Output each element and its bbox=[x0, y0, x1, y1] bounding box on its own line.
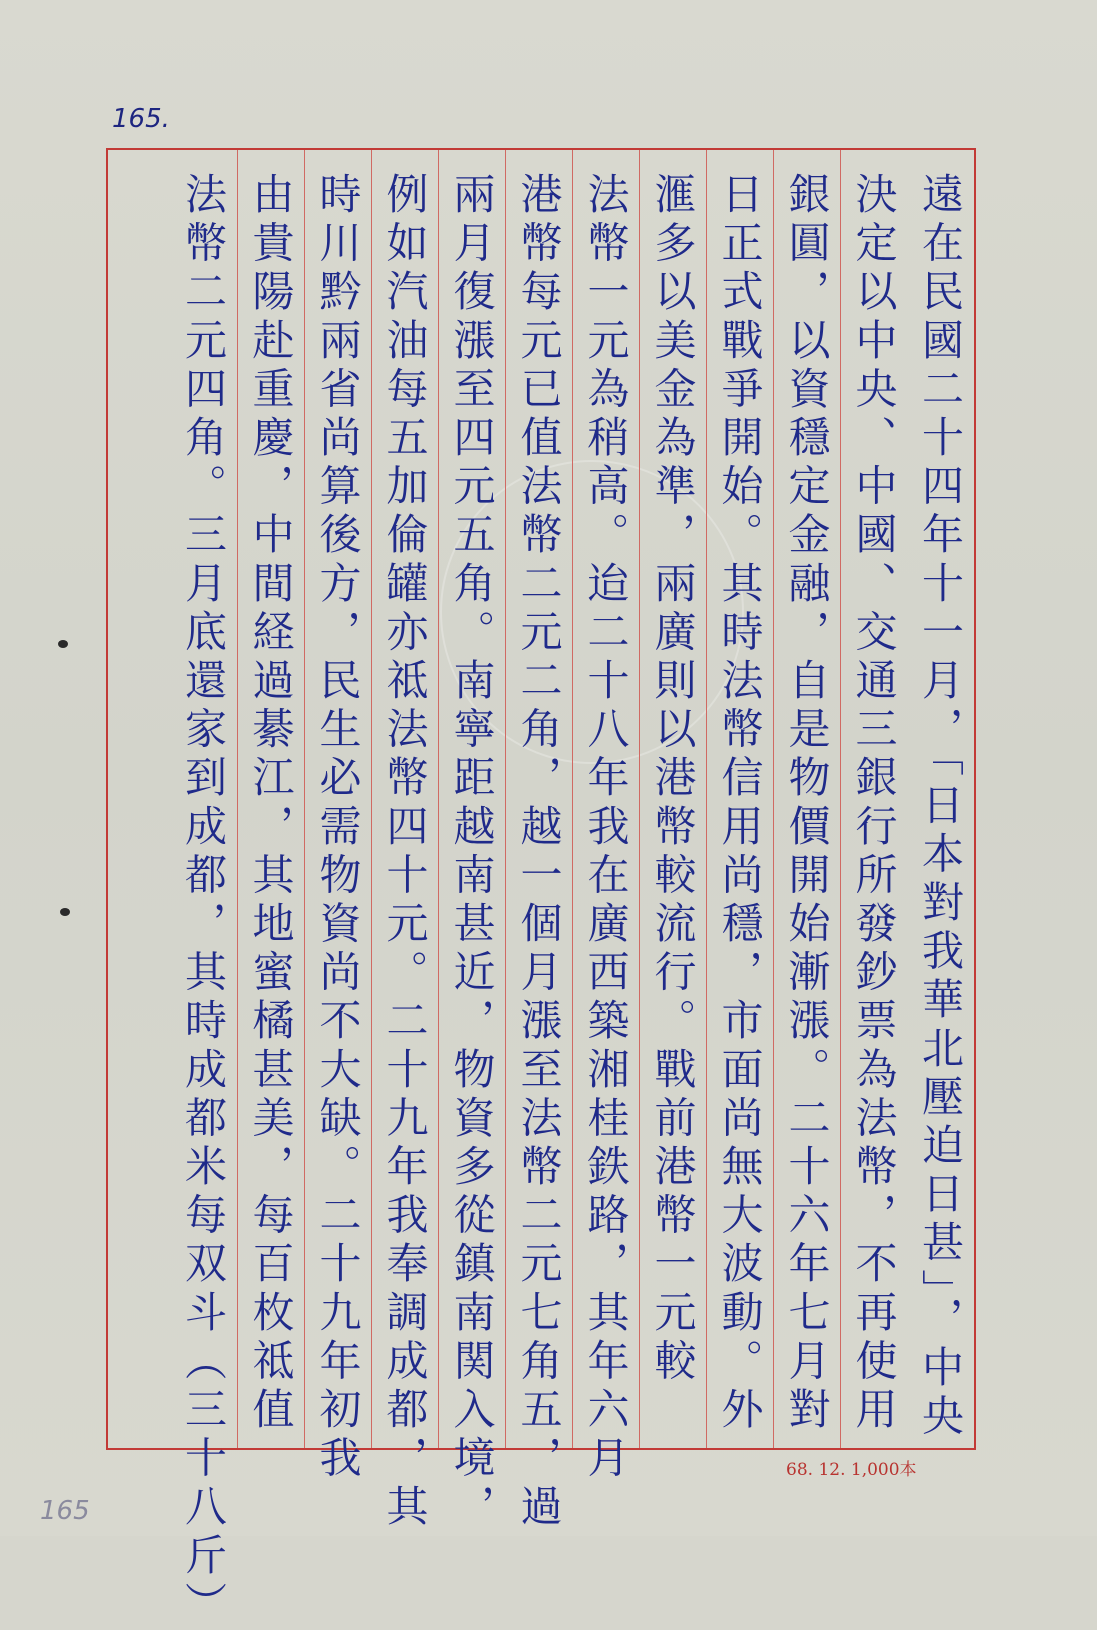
column-text: 例如汽油每五加倫罐亦祗法幣四十元。二十九年我奉調成都，其 bbox=[380, 172, 430, 1533]
column-text: 兩月復漲至四元五角。南寧距越南甚近，物資多從鎮南関入境， bbox=[447, 172, 497, 1533]
text-column bbox=[773, 150, 840, 1448]
column-text: 銀圓，以資穩定金融，自是物價開始漸漲。二十六年七月對 bbox=[782, 172, 832, 1436]
column-text: 時川黔兩省尚算後方，民生必需物資尚不大缺。二十九年初我 bbox=[313, 172, 363, 1485]
text-column bbox=[371, 150, 438, 1533]
punch-hole bbox=[60, 908, 70, 916]
column-text: 港幣每元已值法幣二元二角，越一個月漲至法幣二元七角五，過 bbox=[514, 172, 564, 1533]
text-column bbox=[505, 150, 572, 1533]
text-column bbox=[237, 150, 304, 1448]
text-column bbox=[438, 150, 505, 1533]
page-number-top: 165. bbox=[112, 104, 170, 134]
page-number-bottom: 165 bbox=[40, 1496, 90, 1526]
column-text: 由貴陽赴重慶，中間経過綦江，其地蜜橘甚美，每百枚祗值 bbox=[246, 172, 296, 1436]
column-text: 滙多以美金為準，兩廣則以港幣較流行。戰前港幣一元較 bbox=[648, 172, 698, 1387]
text-column bbox=[170, 150, 237, 1630]
text-column bbox=[304, 150, 371, 1485]
column-text: 決定以中央、中國、交通三銀行所發鈔票為法幣，不再使用 bbox=[849, 172, 899, 1436]
print-info: 68. 12. 1,000本 bbox=[786, 1460, 917, 1480]
text-column bbox=[639, 150, 706, 1448]
column-text: 法幣二元四角。三月底還家到成都，其時成都米每双斗（三十八斤） bbox=[179, 172, 228, 1630]
column-text: 法幣一元為稍高。迨二十八年我在廣西築湘桂鉄路，其年六月 bbox=[581, 172, 631, 1485]
punch-hole bbox=[58, 640, 68, 648]
text-column bbox=[572, 150, 639, 1485]
text-column bbox=[840, 150, 907, 1448]
column-text: 遠在民國二十四年十一月，「日本對我華北壓迫日甚」，中央 bbox=[916, 172, 965, 1443]
text-column bbox=[706, 150, 773, 1448]
column-text: 日正式戰爭開始。其時法幣信用尚穩，市面尚無大波動。外 bbox=[715, 172, 765, 1436]
text-column bbox=[907, 150, 974, 1448]
